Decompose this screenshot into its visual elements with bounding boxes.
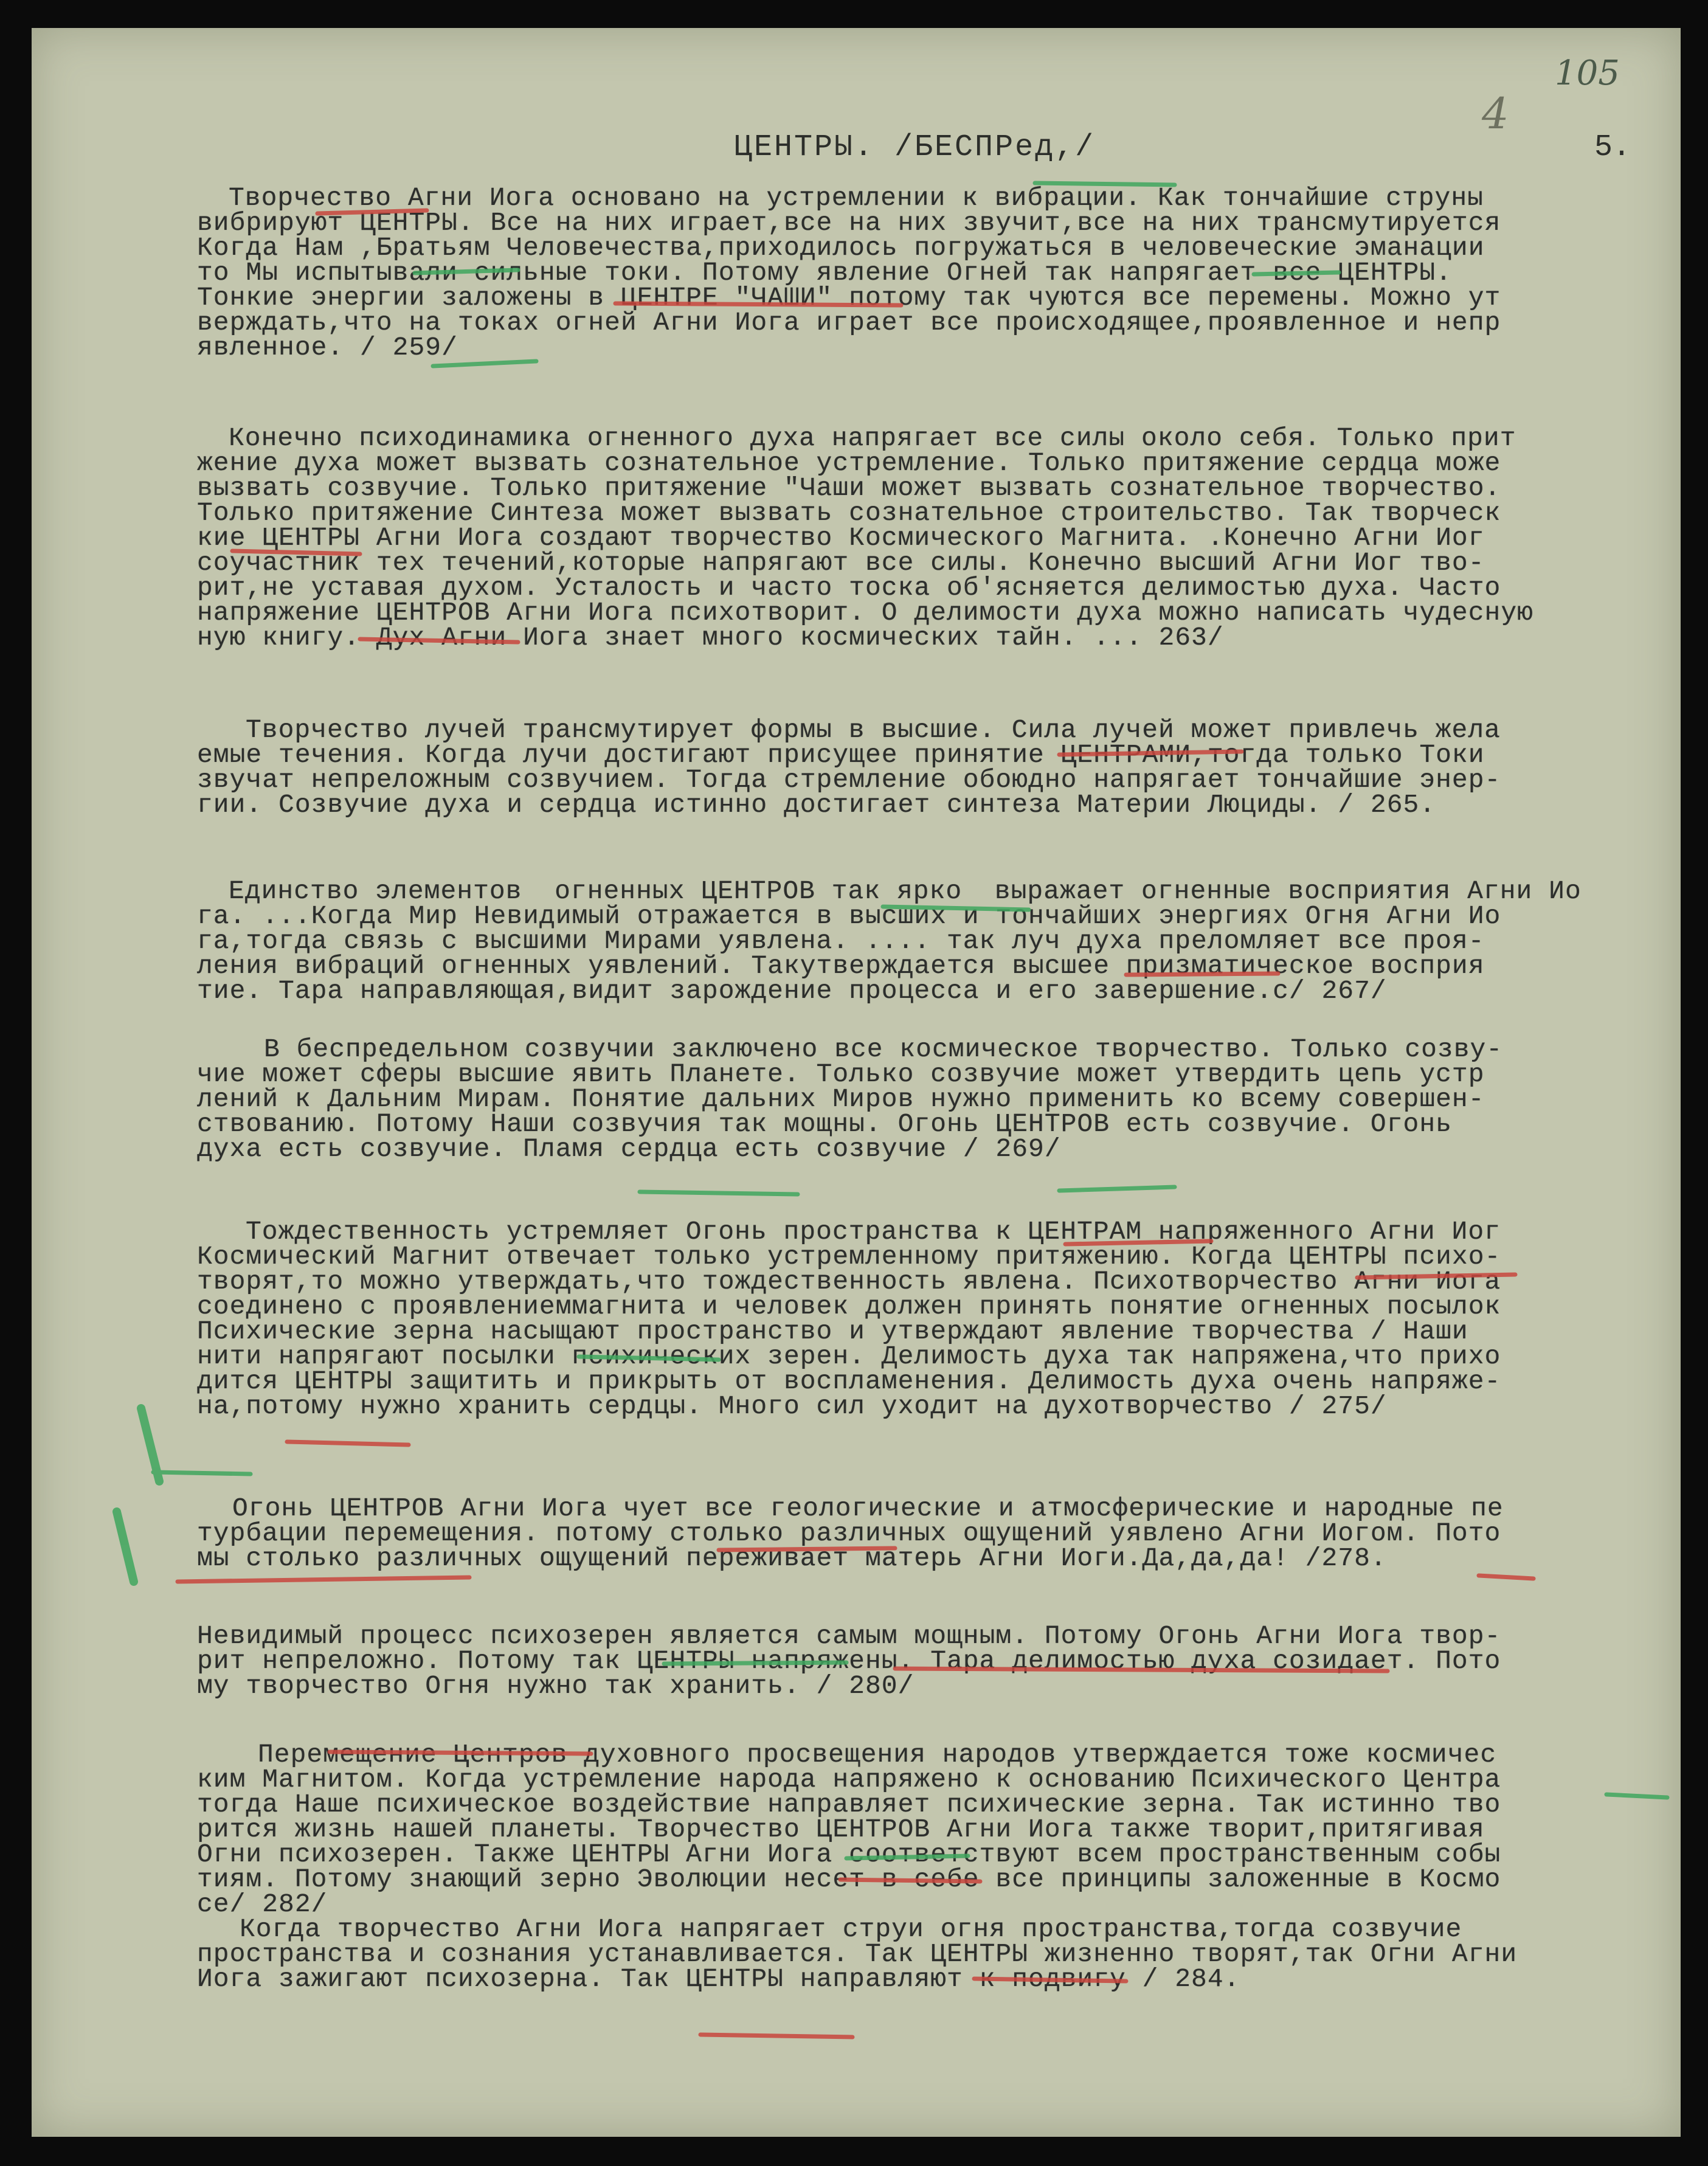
text-line: звучат непреложным созвучием. Тогда стремление обоюдно напрягает тончайшие энер- <box>197 765 1501 795</box>
text-line: рится жизнь нашей планеты. Творчество ЦЕНТРОВ Агни Иога также творит,притягивая <box>197 1815 1485 1844</box>
text-line: соучастник тех течений,которые напрягают все силы. Конечно высший Агни Иог тво- <box>197 548 1485 578</box>
text-line: се/ 282/ <box>197 1889 328 1919</box>
archival-page <box>32 28 1681 2137</box>
text-line: то Мы испытывали сильные токи. Потому явление Огней так напрягает все ЦЕНТРЫ. <box>197 258 1452 288</box>
text-line: ную книгу. Дух Агни Иога знает много космических тайн. ... 263/ <box>197 623 1224 652</box>
text-line: Иога зажигают психозерна. Так ЦЕНТРЫ направляют к подвигу / 284. <box>197 1964 1240 1994</box>
text-line: га. ...Когда Мир Невидимый отражается в высших и тончайших энергиях Огня Агни Ио <box>197 901 1501 931</box>
text-line: емые течения. Когда лучи достигают присущее принятие ЦЕНТРАМИ,тогда только Токи <box>197 740 1485 770</box>
text-line: кие ЦЕНТРЫ Агни Иога создают творчество Космического Магнита. .Конечно Агни Иог <box>197 523 1485 553</box>
text-line: гии. Созвучие духа и сердца истинно достигает синтеза Материи Люциды. / 265. <box>197 790 1436 820</box>
text-line: га,тогда связь с высшими Мирами уявлена. .... так луч духа преломляет все проя- <box>197 926 1485 956</box>
page-number: 5. <box>1594 130 1631 165</box>
text-line: Когда Нам ,Братьям Человечества,приходилось погружаться в человеческие эманации <box>197 233 1485 263</box>
text-line: В беспредельном созвучии заключено все космическое творчество. Только созву- <box>264 1034 1503 1064</box>
text-line: Тонкие энергии заложены в ЦЕНТРЕ "ЧАШИ" потому так чуются все перемены. Можно ут <box>197 283 1501 313</box>
text-line: на,потому нужно хранить сердцы. Много сил уходит на духотворчество / 275/ <box>197 1391 1387 1421</box>
text-line: мы столько различных ощущений переживает матерь Агни Иоги.Да,да,да! /278. <box>197 1543 1387 1573</box>
text-line: ствованию. Потому Наши созвучия так мощны. Огонь ЦЕНТРОВ есть созвучие. Огонь <box>197 1109 1452 1139</box>
text-line: дится ЦЕНТРЫ защитить и прикрыть от воспламенения. Делимость духа очень напряже- <box>197 1366 1501 1396</box>
text-line: Творчество лучей трансмутирует формы в высшие. Сила лучей может привлечь жела <box>246 715 1501 745</box>
text-line: Единство элементов огненных ЦЕНТРОВ так ярко выражает огненные восприятия Агни Ио <box>229 876 1582 906</box>
text-line: Тождественность устремляет Огонь пространства к ЦЕНТРАМ напряженного Агни Иог <box>246 1217 1501 1247</box>
text-line: напряжение ЦЕНТРОВ Агни Иога психотворит. О делимости духа можно написать чудесную <box>197 598 1533 628</box>
document-title: ЦЕНТРЫ. /БЕСПРед,/ <box>734 130 1096 165</box>
text-line: пространства и сознания устанавливается. Так ЦЕНТРЫ жизненно творят,так Огни Агни <box>197 1939 1518 1969</box>
text-line: Огонь ЦЕНТРОВ Агни Иога чует все геологические и атмосферические и народные пе <box>232 1493 1504 1523</box>
text-line: творят,то можно утверждать,что тождественность явлена. Психотворчество Агни Иога <box>197 1267 1501 1296</box>
text-line: Когда творчество Агни Иога напрягает струи огня пространства,тогда созвучие <box>240 1914 1462 1944</box>
text-line: верждать,что на токах огней Агни Иога играет все происходящее,проявленное и непр <box>197 308 1501 337</box>
text-line: Космический Магнит отвечает только устремленному притяжению. Когда ЦЕНТРЫ психо- <box>197 1242 1501 1272</box>
text-line: явленное. / 259/ <box>197 333 458 362</box>
text-line: вибрируют ЦЕНТРЫ. Все на них играет,все на них звучит,все на них трансмутируется <box>197 208 1501 238</box>
struck-page-number: 4 <box>1482 89 1509 139</box>
text-line: Только притяжение Синтеза может вызвать сознательное строительство. Так творческ <box>197 498 1501 528</box>
text-line: ким Магнитом. Когда устремление народа напряжено к основанию Психического Центра <box>197 1765 1501 1794</box>
text-line: Творчество Агни Иога основано на устремлении к вибрации. Как тончайшие струны <box>229 183 1484 213</box>
text-line: жение духа может вызвать сознательное устремление. Только притяжение сердца може <box>197 448 1501 478</box>
text-line: турбации перемещения. потому столько различных ощущений уявлено Агни Иогом. Пото <box>197 1518 1501 1548</box>
text-line: тогда Наше психическое воздействие направляет психические зерна. Так истинно тво <box>197 1790 1501 1819</box>
text-line: духа есть созвучие. Пламя сердца есть созвучие / 269/ <box>197 1134 1061 1164</box>
text-line: Конечно психодинамика огненного духа напрягает все силы около себя. Только прит <box>229 423 1516 453</box>
text-line: соединено с проявлениеммагнита и человек должен принять понятие огненных посылок <box>197 1292 1501 1321</box>
typed-text-body <box>32 28 1681 2137</box>
text-line: тие. Тара направляющая,видит зарождение процесса и его завершение.с/ 267/ <box>197 976 1387 1006</box>
text-line: Психические зерна насыщают пространство и утверждают явление творчества / Наши <box>197 1317 1468 1346</box>
text-line: Невидимый процесс психозерен является самым мощным. Потому Огонь Агни Иога твор- <box>197 1621 1501 1651</box>
text-line: Огни психозерен. Также ЦЕНТРЫ Агни Иога соответствуют всем пространственным собы <box>197 1839 1501 1869</box>
text-line: Перемещение Центров духовного просвещения народов утверждается тоже космичес <box>258 1740 1497 1770</box>
text-line: чие может сферы высшие явить Планете. Только созвучие может утвердить цепь устр <box>197 1059 1485 1089</box>
text-line: рит непреложно. Потому так ЦЕНТРЫ напряжены. Тара делимостью духа созидает. Пото <box>197 1646 1501 1676</box>
text-line: ления вибраций огненных уявлений. Такутверждается высшее призматическое восприя <box>197 951 1485 981</box>
text-line: рит,не уставая духом. Усталость и часто тоска об'ясняется делимостью духа. Часто <box>197 573 1501 603</box>
text-line: нити напрягают посылки психических зерен. Делимость духа так напряжена,что прихо <box>197 1341 1501 1371</box>
text-line: вызвать созвучие. Только притяжение "Чаши может вызвать сознательное творчество. <box>197 473 1501 503</box>
text-line: му творчество Огня нужно так хранить. / 280/ <box>197 1671 915 1701</box>
text-line: лений к Дальним Мирам. Понятие дальних Миров нужно применить ко всему совершен- <box>197 1084 1485 1114</box>
folio-number: 105 <box>1555 54 1620 93</box>
text-line: тиям. Потому знающий зерно Эволюции несет в себе все принципы заложенные в Космо <box>197 1864 1501 1894</box>
